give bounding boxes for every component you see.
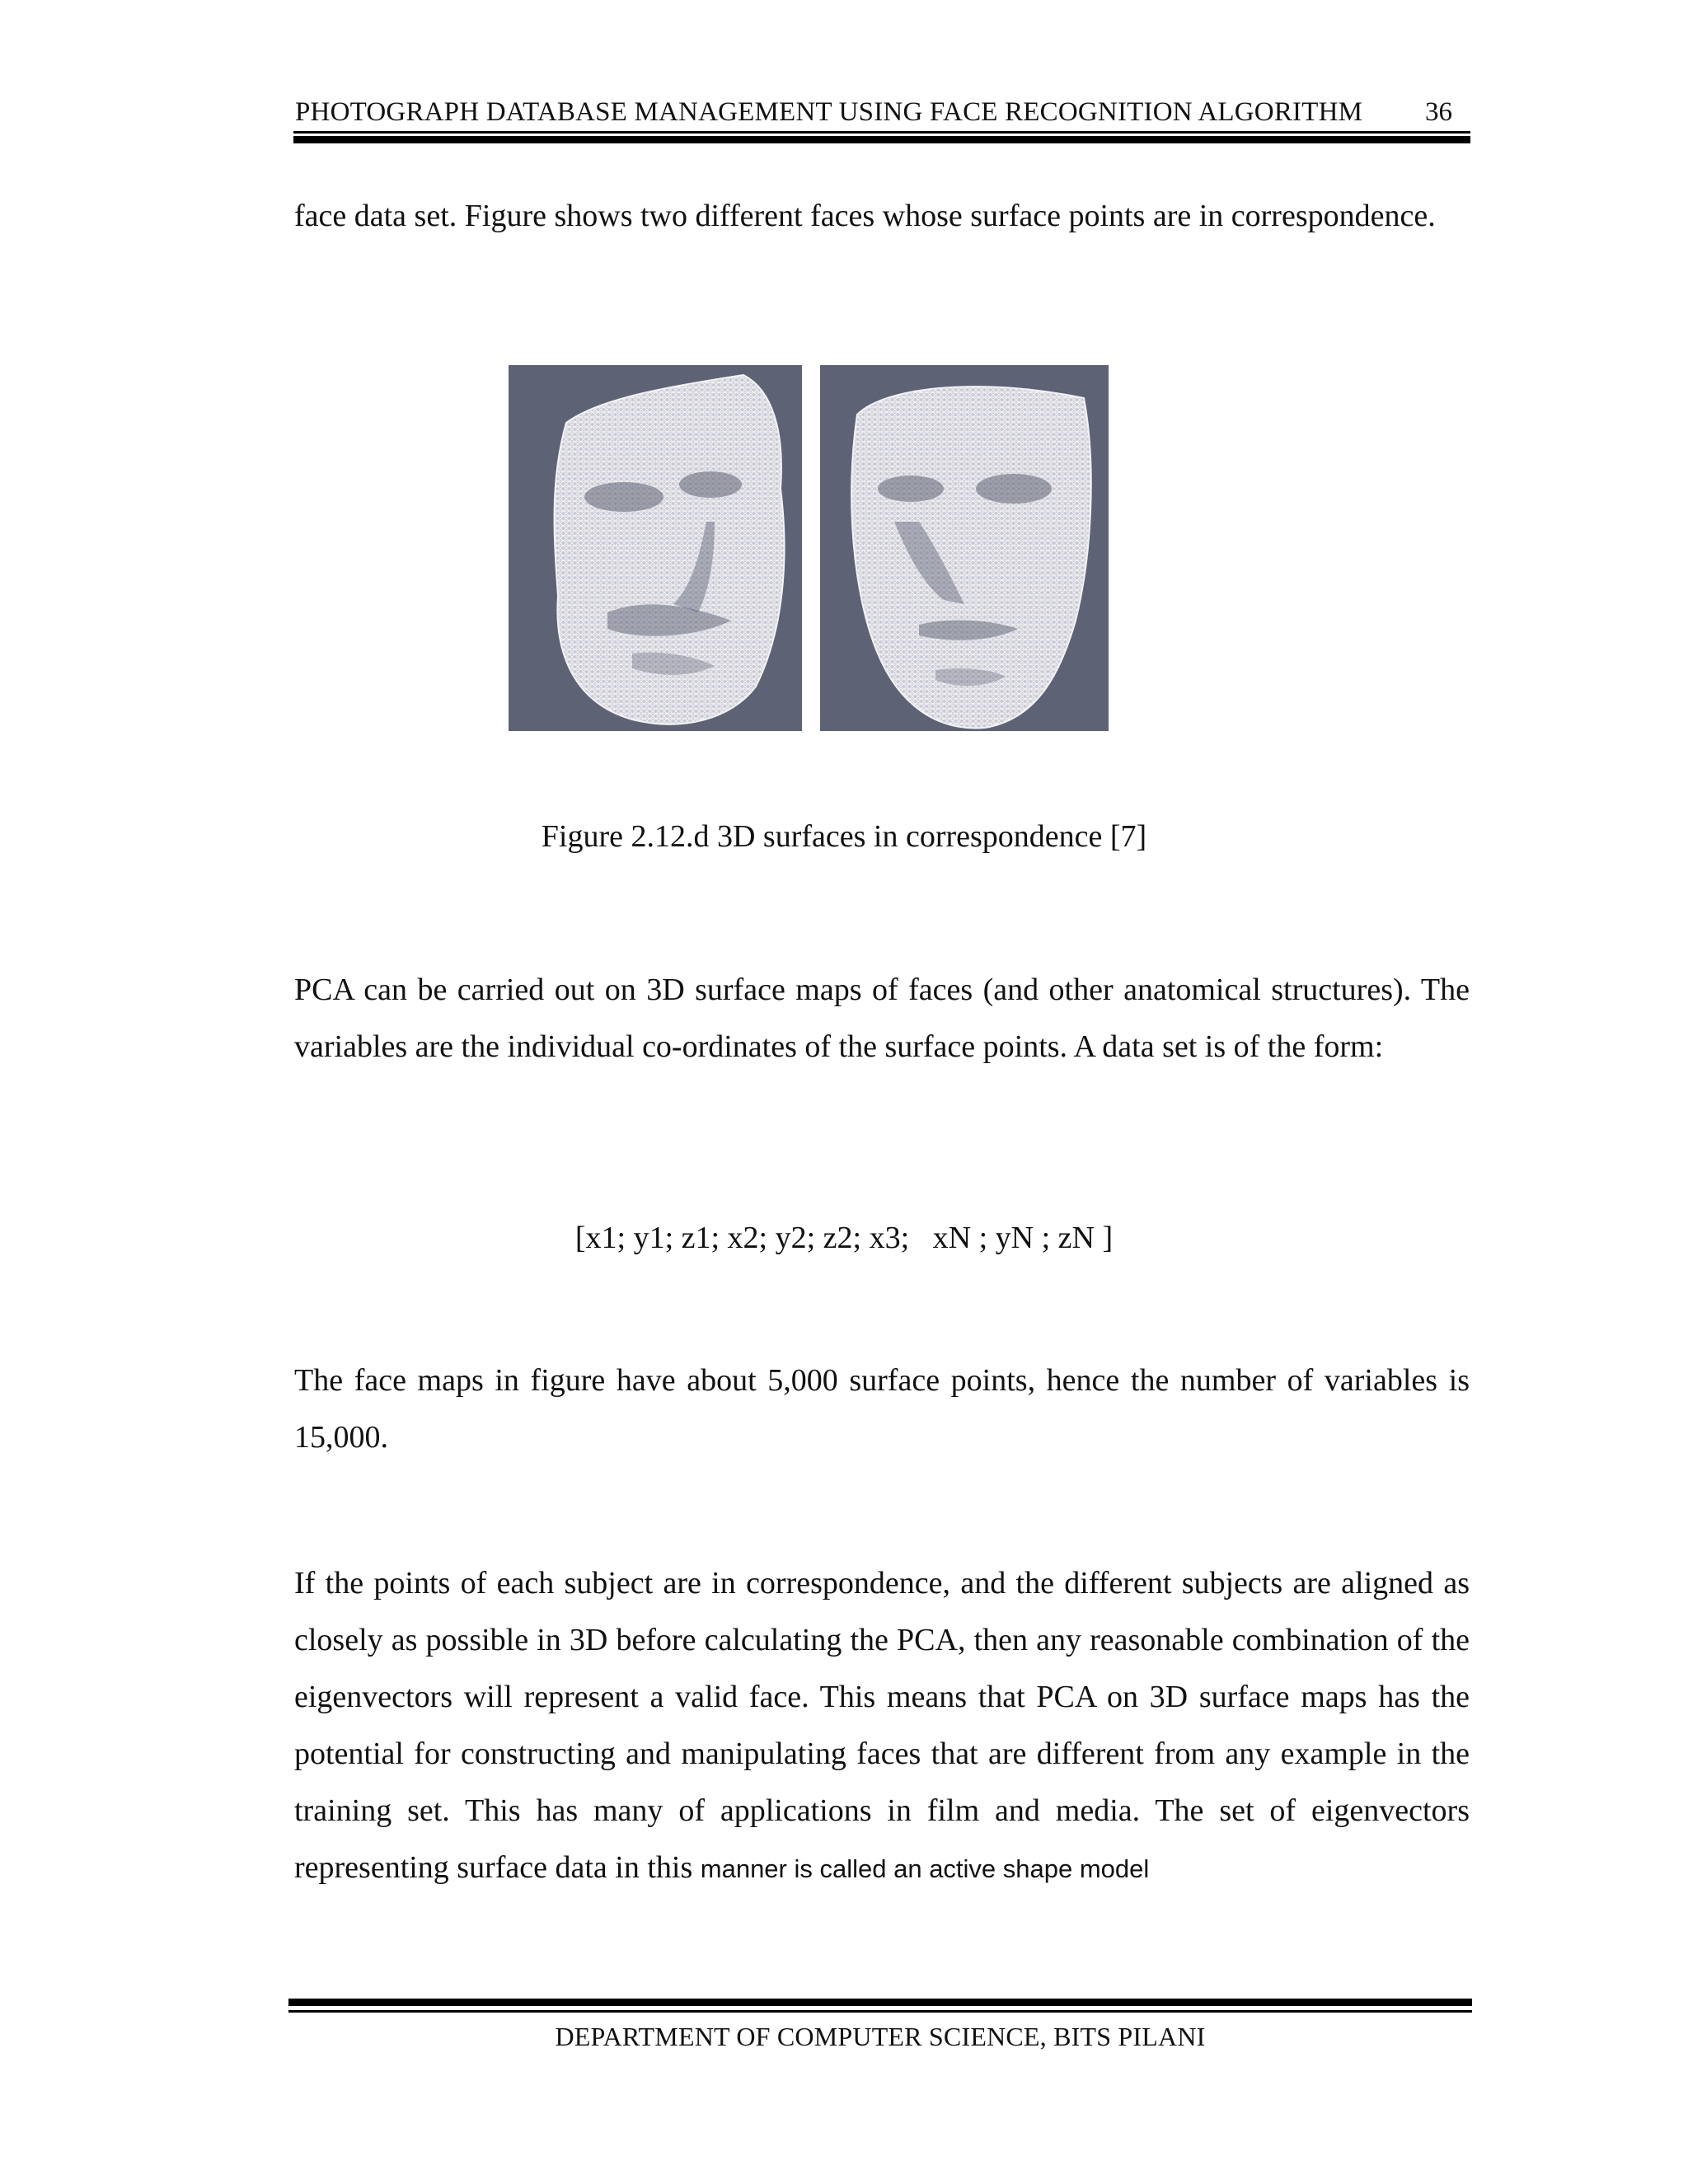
running-title: PHOTOGRAPH DATABASE MANAGEMENT USING FACE RECOGNITION ALGORITHM [295, 97, 1363, 127]
paragraph-intro: face data set. Figure shows two different faces whose surface points are in correspondence. [294, 199, 1436, 233]
face-mesh-image-left [509, 365, 802, 731]
footer-department: DEPARTMENT OF COMPUTER SCIENCE, BITS PILANI [555, 2022, 1206, 2051]
footer-rule-thick [288, 1999, 1472, 2006]
paragraph-correspondence-tail: manner is called an active shape model [700, 1854, 1150, 1883]
page-footer [288, 1999, 1472, 2064]
page-number: 36 [1425, 97, 1452, 127]
paragraph-face-maps: The face maps in figure have about 5,000 surface points, hence the number of variables is 15,000. [294, 1363, 1470, 1455]
page-header [293, 97, 1470, 147]
figure-caption: Figure 2.12.d 3D surfaces in correspondence [7] [541, 819, 1147, 854]
header-rule-thin [293, 131, 1470, 134]
paragraph-pca: PCA can be carried out on 3D surface maps of faces (and other anatomical structures). The variables are the individual co-ordinates of the surface points. A data set is of the form: [294, 972, 1470, 1064]
header-rule-thick [293, 136, 1470, 143]
paragraph-correspondence-main: If the points of each subject are in correspondence, and the different subjects are aligned as closely as possible in 3D before calculating the PCA, then any reasonable combination of the eigenvectors will represent a valid face. This means that PCA on 3D surface maps has the potential for constructing and manipulating faces that are different from any example in the training set. This has many of applications in film and media. The set of eigenvectors representing surface data in this [294, 1566, 1470, 1885]
data-set-formula: [x1; y1; z1; x2; y2; z2; x3; xN ; yN ; zN ] [574, 1221, 1114, 1255]
figure-3d-surfaces [509, 365, 1105, 732]
paragraph-correspondence [294, 1555, 1470, 1897]
footer-rule-thin [288, 2010, 1472, 2013]
face-mesh-image-right [820, 365, 1109, 731]
